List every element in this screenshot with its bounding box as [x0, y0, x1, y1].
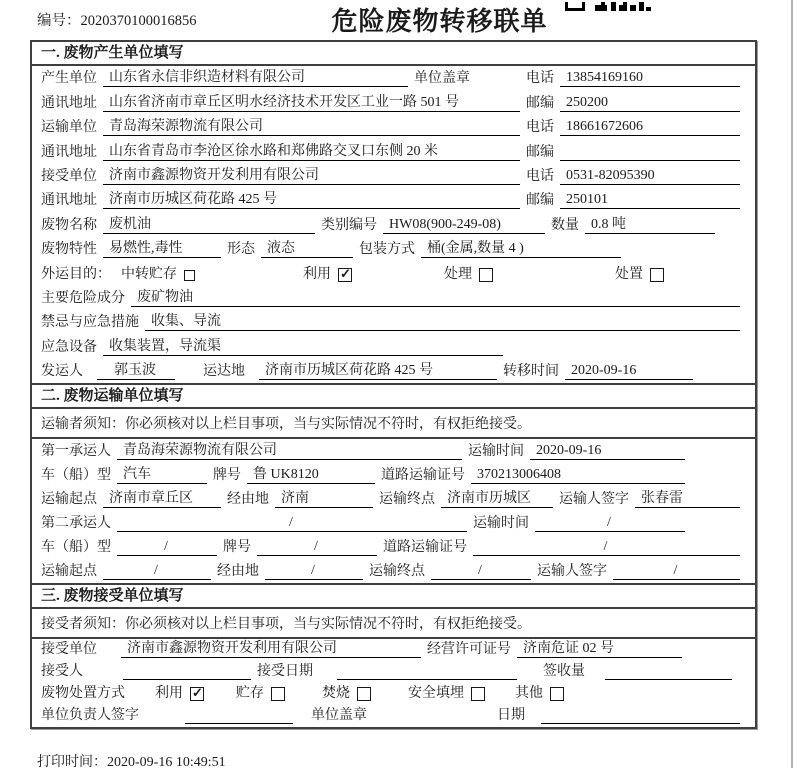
row-route1 [32, 487, 755, 511]
traits-label: 废物特性 [41, 242, 97, 258]
field-route1-origin: 济南市章丘区 [103, 487, 221, 508]
purpose-option-dispose [615, 263, 664, 283]
form-label: 形态 [227, 242, 255, 258]
vehicle-type-label: 车（船）型 [41, 468, 111, 484]
print-time-label: 打印时间： [37, 755, 107, 768]
checkbox-transfer-storage [184, 270, 195, 281]
field-transporter-name: 青岛海荣源物流有限公司 [103, 115, 520, 136]
checkbox-dispose [650, 268, 664, 282]
disposal-option-other [515, 682, 564, 702]
row-signoff [32, 705, 755, 727]
row-emergency-measures [32, 310, 755, 334]
disposal-option-utilize [155, 682, 204, 702]
transport-time-label: 运输时间 [468, 444, 524, 460]
field-carrier1-name: 青岛海荣源物流有限公司 [117, 439, 462, 460]
section3-body [32, 639, 755, 727]
origin-label: 运输起点 [41, 564, 97, 580]
field-producer-name: 山东省永信非织造材料有限公司 [103, 66, 408, 87]
option-label: 利用 [155, 686, 183, 702]
field-carrier1-time: 2020-09-16 [530, 443, 685, 460]
field-signoff-date [541, 723, 740, 724]
field-receiver-name: 济南市鑫源物资开发利用有限公司 [103, 164, 520, 185]
option-label: 中转贮存 [121, 266, 177, 282]
carrier-signature-label: 运输人签字 [559, 492, 629, 508]
checkbox-disposal-other [550, 687, 564, 701]
row-receiver [32, 164, 755, 188]
section2-body [32, 439, 755, 583]
purpose-option-transfer-storage [121, 263, 195, 283]
row-waste-name [32, 212, 755, 236]
field-receiver-address: 济南市历城区荷花路 425 号 [103, 188, 520, 209]
accept-unit-label: 接受单位 [41, 642, 97, 658]
phone-label: 电话 [526, 168, 554, 184]
field-producer-address: 山东省济南市章丘区明水经济技术开发区工业一路 501 号 [103, 91, 520, 112]
field-receiver-phone: 0531-82095390 [560, 168, 740, 185]
disposal-option-store [236, 682, 285, 702]
plate-label: 牌号 [213, 468, 241, 484]
field-vehicle1-type: 汽车 [117, 463, 207, 484]
carrier-signature-label: 运输人签字 [537, 564, 607, 580]
checkbox-disposal-landfill [471, 687, 485, 701]
option-label: 处理 [444, 266, 472, 282]
producer-label: 产生单位 [41, 71, 97, 87]
row-transporter [32, 115, 755, 139]
zip-label: 邮编 [526, 193, 554, 209]
option-label: 处置 [615, 266, 643, 282]
section3-notice: 接受者须知：你必须核对以上栏目事项，当与实际情况不符时，有权拒绝接受。 [32, 609, 755, 639]
phone-label: 电话 [526, 71, 554, 87]
serial-value: 2020370100016856 [80, 13, 197, 29]
packing-label: 包装方式 [359, 242, 415, 258]
road-license-label: 道路运输证号 [381, 468, 465, 484]
row-producer [32, 66, 755, 90]
row-vehicle2 [32, 535, 755, 559]
address-label: 通讯地址 [41, 95, 97, 111]
destination-label: 运达地 [203, 364, 245, 380]
field-transporter-phone: 18661672606 [560, 119, 740, 136]
quantity-label: 数量 [551, 217, 579, 233]
terminus-label: 运输终点 [369, 564, 425, 580]
checkbox-disposal-incinerate [357, 687, 371, 701]
zip-label: 邮编 [526, 144, 554, 160]
qr-code-fragment-icon [565, 0, 651, 9]
received-quantity-label: 签收量 [543, 664, 585, 680]
checkbox-utilize [338, 268, 352, 282]
field-vehicle2-license: / [473, 539, 740, 556]
field-route2-signature: / [613, 563, 740, 580]
field-transfer-time: 2020-09-16 [565, 363, 693, 380]
field-receiver-zip: 250101 [560, 192, 740, 209]
field-accept-date [337, 679, 517, 680]
field-hazard-components: 废矿物油 [131, 286, 740, 307]
equipment-label: 应急设备 [41, 339, 97, 355]
field-route1-end: 济南市历城区 [441, 487, 553, 508]
row-vehicle1 [32, 463, 755, 487]
disposal-method-label: 废物处置方式 [41, 686, 125, 702]
phone-label: 电话 [526, 120, 554, 136]
print-time-value: 2020-09-16 10:49:51 [107, 755, 226, 768]
field-received-quantity [605, 679, 732, 680]
field-operating-license: 济南危证 02 号 [517, 637, 682, 658]
field-emergency-equipment: 收集装置，导流渠 [103, 335, 503, 356]
serial-label: 编号： [37, 13, 81, 29]
row-hazard-components [32, 286, 755, 310]
field-route2-origin: / [103, 563, 211, 580]
responsible-signature-label: 单位负责人签字 [41, 708, 139, 724]
accept-date-label: 接受日期 [257, 664, 313, 680]
print-time [37, 751, 226, 768]
via-label: 经由地 [217, 564, 259, 580]
field-route1-signature: 张春雷 [635, 487, 740, 508]
row-route2 [32, 559, 755, 583]
measures-label: 禁忌与应急措施 [41, 315, 139, 331]
zip-label: 邮编 [526, 95, 554, 111]
date-label: 日期 [497, 708, 525, 724]
transporter-label: 运输单位 [41, 120, 97, 136]
via-label: 经由地 [227, 492, 269, 508]
field-vehicle2-plate: / [257, 539, 377, 556]
transport-time-label: 运输时间 [473, 516, 529, 532]
row-transporter-address [32, 139, 755, 163]
origin-label: 运输起点 [41, 492, 97, 508]
purpose-option-treat [444, 263, 493, 283]
field-waste-packing: 桶(金属,数量 4 ) [421, 237, 621, 258]
field-sender-name: 郭玉波 [97, 359, 175, 380]
waste-name-label: 废物名称 [41, 217, 97, 233]
row-acceptor [32, 661, 755, 683]
carrier1-label: 第一承运人 [41, 444, 111, 460]
purpose-label: 外运目的： [41, 266, 111, 282]
row-purpose [32, 261, 755, 285]
category-label: 类别编号 [321, 217, 377, 233]
operating-license-label: 经营许可证号 [427, 642, 511, 658]
field-emergency-measures: 收集、导流 [145, 310, 740, 331]
field-vehicle1-license: 370213006408 [471, 467, 685, 484]
field-vehicle1-plate: 鲁 UK8120 [247, 463, 375, 484]
field-route2-end: / [431, 563, 531, 580]
page-title: 危险废物转移联单 [331, 7, 548, 36]
field-producer-zip: 250200 [560, 95, 740, 112]
section2-notice: 运输者须知：你必须核对以上栏目事项，当与实际情况不符时，有权拒绝接受。 [32, 409, 755, 439]
section1-body [32, 66, 755, 383]
seal-label: 单位盖章 [414, 71, 470, 87]
unit-seal-label: 单位盖章 [311, 708, 367, 724]
section2-title: 二. 废物运输单位填写 [32, 383, 755, 409]
field-waste-traits: 易燃性,毒性 [103, 237, 221, 258]
address-label: 通讯地址 [41, 144, 97, 160]
field-carrier2-time: / [535, 515, 685, 532]
option-label: 安全填埋 [408, 686, 464, 702]
row-producer-address [32, 90, 755, 114]
transfer-time-label: 转移时间 [503, 364, 559, 380]
field-waste-name: 废机油 [103, 213, 315, 234]
terminus-label: 运输终点 [379, 492, 435, 508]
manifest-form [30, 40, 757, 729]
field-carrier2-name: / [117, 515, 467, 532]
carrier2-label: 第二承运人 [41, 516, 111, 532]
field-destination: 济南市历城区荷花路 425 号 [259, 359, 497, 380]
option-label: 贮存 [236, 686, 264, 702]
row-receiver-address [32, 188, 755, 212]
field-producer-phone: 13854169160 [560, 70, 740, 87]
road-license-label: 道路运输证号 [383, 540, 467, 556]
address-label: 通讯地址 [41, 193, 97, 209]
row-first-carrier [32, 439, 755, 463]
row-disposal-method [32, 683, 755, 705]
section3-title: 三. 废物接受单位填写 [32, 583, 755, 609]
option-label: 其他 [515, 686, 543, 702]
field-waste-quantity: 0.8 吨 [585, 213, 715, 234]
field-accept-unit: 济南市鑫源物资开发利用有限公司 [121, 637, 421, 658]
disposal-option-incinerate [322, 682, 371, 702]
page-edge-line [791, 0, 793, 768]
field-vehicle2-type: / [117, 539, 217, 556]
checkbox-treat [479, 268, 493, 282]
field-waste-category: HW08(900-249-08) [383, 217, 545, 234]
section1-title: 一. 废物产生单位填写 [32, 42, 755, 66]
purpose-option-utilize [303, 263, 352, 283]
option-label: 焚烧 [322, 686, 350, 702]
hazard-label: 主要危险成分 [41, 290, 125, 306]
field-acceptor-name [123, 679, 251, 680]
checkbox-disposal-utilize [190, 687, 204, 701]
field-waste-form: 液态 [261, 237, 353, 258]
receiver-label: 接受单位 [41, 168, 97, 184]
field-transporter-address: 山东省青岛市李沧区徐水路和郑佛路交叉口东侧 20 米 [103, 140, 520, 161]
option-label: 利用 [303, 266, 331, 282]
disposal-option-landfill [408, 682, 485, 702]
field-route2-via: / [265, 563, 363, 580]
acceptor-label: 接受人 [41, 664, 83, 680]
field-route1-via: 济南 [275, 487, 373, 508]
row-waste-traits [32, 237, 755, 261]
field-responsible-signature [185, 723, 293, 724]
plate-label: 牌号 [223, 540, 251, 556]
row-accept-unit [32, 639, 755, 661]
checkbox-disposal-store [271, 687, 285, 701]
field-transporter-zip [560, 160, 740, 161]
row-emergency-equipment [32, 334, 755, 358]
row-second-carrier [32, 511, 755, 535]
vehicle-type-label: 车（船）型 [41, 540, 111, 556]
row-dispatch [32, 359, 755, 383]
sender-label: 发运人 [41, 364, 83, 380]
